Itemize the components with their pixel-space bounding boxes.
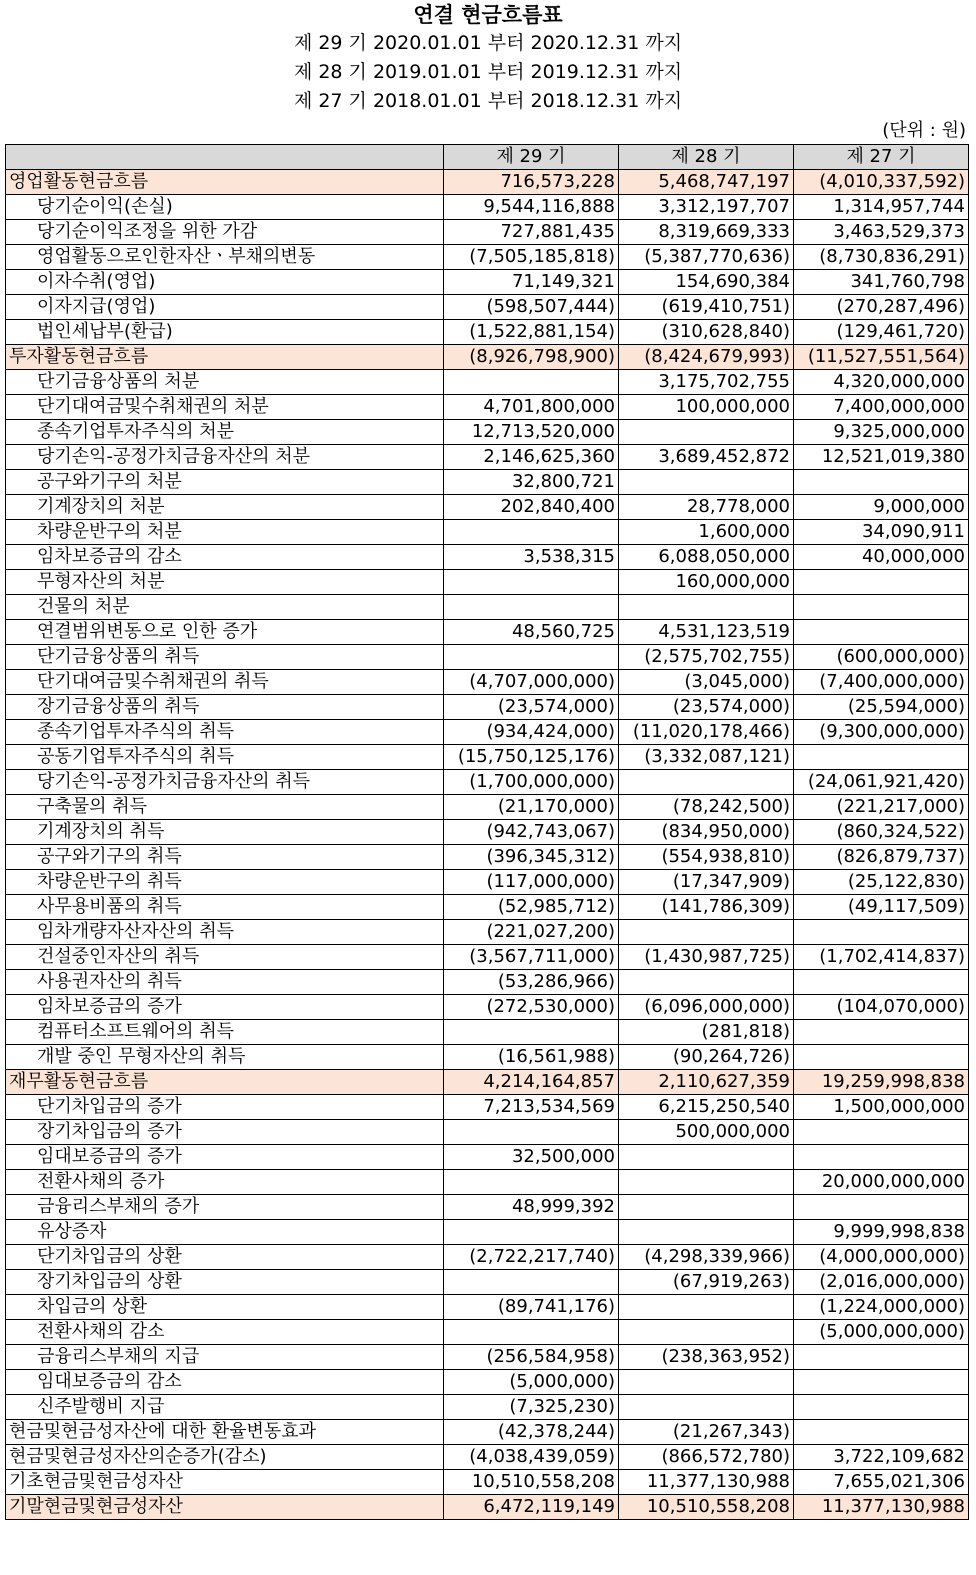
row-label: 단기금융상품의 취득 bbox=[6, 645, 444, 670]
row-label: 단기대여금및수취채권의 취득 bbox=[6, 670, 444, 695]
row-value: 5,468,747,197 bbox=[619, 170, 794, 195]
row-value: 12,713,520,000 bbox=[444, 420, 619, 445]
row-value: (238,363,952) bbox=[619, 1345, 794, 1370]
row-value: 9,544,116,888 bbox=[444, 195, 619, 220]
row-value: (90,264,726) bbox=[619, 1045, 794, 1070]
row-value: 40,000,000 bbox=[794, 545, 969, 570]
row-value: 10,510,558,208 bbox=[619, 1495, 794, 1520]
row-value: (89,741,176) bbox=[444, 1295, 619, 1320]
row-value: 3,689,452,872 bbox=[619, 445, 794, 470]
row-value: (7,505,185,818) bbox=[444, 245, 619, 270]
row-value: 4,531,123,519 bbox=[619, 620, 794, 645]
row-value: (4,707,000,000) bbox=[444, 670, 619, 695]
row-value: 6,472,119,149 bbox=[444, 1495, 619, 1520]
row-label: 종속기업투자주식의 처분 bbox=[6, 420, 444, 445]
table-row bbox=[6, 1220, 969, 1245]
table-row bbox=[6, 820, 969, 845]
row-label: 차량운반구의 취득 bbox=[6, 870, 444, 895]
row-value: 716,573,228 bbox=[444, 170, 619, 195]
row-value bbox=[794, 1420, 969, 1445]
row-value: 9,000,000 bbox=[794, 495, 969, 520]
row-value: (16,561,988) bbox=[444, 1045, 619, 1070]
row-value: 7,655,021,306 bbox=[794, 1470, 969, 1495]
row-value bbox=[794, 970, 969, 995]
row-value bbox=[794, 745, 969, 770]
row-value bbox=[444, 1270, 619, 1295]
row-value: (5,387,770,636) bbox=[619, 245, 794, 270]
row-value: (3,332,087,121) bbox=[619, 745, 794, 770]
row-value: 3,312,197,707 bbox=[619, 195, 794, 220]
row-value: (2,016,000,000) bbox=[794, 1270, 969, 1295]
row-label: 당기손익-공정가치금융자산의 처분 bbox=[6, 445, 444, 470]
row-value: (256,584,958) bbox=[444, 1345, 619, 1370]
header-cell-item bbox=[6, 145, 444, 170]
row-value: (1,522,881,154) bbox=[444, 320, 619, 345]
row-value bbox=[619, 1220, 794, 1245]
row-label: 임대보증금의 감소 bbox=[6, 1370, 444, 1395]
row-label: 단기차입금의 상환 bbox=[6, 1245, 444, 1270]
row-value bbox=[619, 1320, 794, 1345]
header-cell-period-28: 제 28 기 bbox=[619, 145, 794, 170]
row-value: (5,000,000,000) bbox=[794, 1320, 969, 1345]
row-value: 32,800,721 bbox=[444, 470, 619, 495]
unit-label: (단위 : 원) bbox=[882, 120, 966, 141]
row-value: 20,000,000,000 bbox=[794, 1170, 969, 1195]
row-value bbox=[794, 1195, 969, 1220]
row-value bbox=[619, 1145, 794, 1170]
table-row bbox=[6, 295, 969, 320]
row-value: 34,090,911 bbox=[794, 520, 969, 545]
row-label: 금융리스부채의 증가 bbox=[6, 1195, 444, 1220]
table-row bbox=[6, 245, 969, 270]
table-row bbox=[6, 770, 969, 795]
row-value bbox=[619, 1295, 794, 1320]
table-row bbox=[6, 545, 969, 570]
row-value bbox=[619, 1370, 794, 1395]
period-line: 제 28 기 2019.01.01 부터 2019.12.31 까지 bbox=[293, 61, 683, 83]
row-value: (826,879,737) bbox=[794, 845, 969, 870]
row-value: (21,267,343) bbox=[619, 1420, 794, 1445]
row-value: (23,574,000) bbox=[444, 695, 619, 720]
row-value: (396,345,312) bbox=[444, 845, 619, 870]
row-value bbox=[619, 470, 794, 495]
table-row bbox=[6, 1470, 969, 1495]
row-value: (42,378,244) bbox=[444, 1420, 619, 1445]
row-label: 장기차입금의 증가 bbox=[6, 1120, 444, 1145]
row-value: (11,020,178,466) bbox=[619, 720, 794, 745]
row-label: 투자활동현금흐름 bbox=[6, 345, 444, 370]
row-value bbox=[794, 620, 969, 645]
row-value: (129,461,720) bbox=[794, 320, 969, 345]
table-row bbox=[6, 1095, 969, 1120]
row-value: (67,919,263) bbox=[619, 1270, 794, 1295]
cash-flow-table bbox=[5, 144, 969, 1520]
row-label: 영업활동현금흐름 bbox=[6, 170, 444, 195]
row-label: 사무용비품의 취득 bbox=[6, 895, 444, 920]
row-label: 기계장치의 취득 bbox=[6, 820, 444, 845]
row-value: (8,424,679,993) bbox=[619, 345, 794, 370]
row-value: 6,215,250,540 bbox=[619, 1095, 794, 1120]
row-value: 71,149,321 bbox=[444, 270, 619, 295]
row-label: 기계장치의 처분 bbox=[6, 495, 444, 520]
row-value: (942,743,067) bbox=[444, 820, 619, 845]
row-value: (24,061,921,420) bbox=[794, 770, 969, 795]
row-value: 11,377,130,988 bbox=[619, 1470, 794, 1495]
row-value bbox=[619, 1170, 794, 1195]
row-value bbox=[794, 1395, 969, 1420]
row-label: 종속기업투자주식의 취득 bbox=[6, 720, 444, 745]
row-label: 단기금융상품의 처분 bbox=[6, 370, 444, 395]
row-value bbox=[619, 1195, 794, 1220]
row-value: (866,572,780) bbox=[619, 1445, 794, 1470]
table-row bbox=[6, 1445, 969, 1470]
row-value bbox=[619, 595, 794, 620]
row-value: (1,430,987,725) bbox=[619, 945, 794, 970]
row-label: 공구와기구의 처분 bbox=[6, 470, 444, 495]
row-value bbox=[444, 595, 619, 620]
row-value: (11,527,551,564) bbox=[794, 345, 969, 370]
row-value bbox=[794, 1145, 969, 1170]
row-value: 341,760,798 bbox=[794, 270, 969, 295]
row-value bbox=[619, 920, 794, 945]
row-label: 신주발행비 지급 bbox=[6, 1395, 444, 1420]
row-label: 구축물의 취득 bbox=[6, 795, 444, 820]
table-row bbox=[6, 1145, 969, 1170]
row-value: (49,117,509) bbox=[794, 895, 969, 920]
table-row bbox=[6, 470, 969, 495]
row-value: (141,786,309) bbox=[619, 895, 794, 920]
row-label: 연결범위변동으로 인한 증가 bbox=[6, 620, 444, 645]
row-label: 현금및현금성자산의순증가(감소) bbox=[6, 1445, 444, 1470]
table-header-row bbox=[6, 145, 969, 170]
row-value: 1,500,000,000 bbox=[794, 1095, 969, 1120]
row-label: 당기순이익조정을 위한 가감 bbox=[6, 220, 444, 245]
row-label: 공동기업투자주식의 취득 bbox=[6, 745, 444, 770]
row-value: 11,377,130,988 bbox=[794, 1495, 969, 1520]
table-row bbox=[6, 1295, 969, 1320]
row-value: (934,424,000) bbox=[444, 720, 619, 745]
table-row bbox=[6, 1245, 969, 1270]
table-row bbox=[6, 845, 969, 870]
table-row bbox=[6, 795, 969, 820]
row-value: 7,400,000,000 bbox=[794, 395, 969, 420]
statement-header bbox=[0, 0, 976, 116]
table-row bbox=[6, 1395, 969, 1420]
row-value bbox=[619, 970, 794, 995]
row-value: (4,000,000,000) bbox=[794, 1245, 969, 1270]
table-row bbox=[6, 970, 969, 995]
row-value bbox=[444, 1120, 619, 1145]
row-label: 영업활동으로인한자산ㆍ부채의변동 bbox=[6, 245, 444, 270]
row-label: 법인세납부(환급) bbox=[6, 320, 444, 345]
table-row bbox=[6, 720, 969, 745]
row-value: (2,575,702,755) bbox=[619, 645, 794, 670]
row-value: (8,926,798,900) bbox=[444, 345, 619, 370]
row-value: 500,000,000 bbox=[619, 1120, 794, 1145]
table-row bbox=[6, 645, 969, 670]
row-value bbox=[444, 1020, 619, 1045]
row-value: (598,507,444) bbox=[444, 295, 619, 320]
row-value bbox=[794, 1045, 969, 1070]
row-value bbox=[444, 520, 619, 545]
row-value: 4,320,000,000 bbox=[794, 370, 969, 395]
row-value: 48,560,725 bbox=[444, 620, 619, 645]
row-value: (272,530,000) bbox=[444, 995, 619, 1020]
row-value: (221,027,200) bbox=[444, 920, 619, 945]
row-value bbox=[794, 595, 969, 620]
row-value: (52,985,712) bbox=[444, 895, 619, 920]
row-label: 당기손익-공정가치금융자산의 취득 bbox=[6, 770, 444, 795]
row-value: 1,600,000 bbox=[619, 520, 794, 545]
row-label: 건물의 처분 bbox=[6, 595, 444, 620]
row-value: 9,999,998,838 bbox=[794, 1220, 969, 1245]
table-row bbox=[6, 1045, 969, 1070]
row-value: 2,110,627,359 bbox=[619, 1070, 794, 1095]
row-value: 12,521,019,380 bbox=[794, 445, 969, 470]
row-value bbox=[619, 1395, 794, 1420]
statement-title: 연결 현금흐름표 bbox=[413, 3, 563, 27]
row-value: 32,500,000 bbox=[444, 1145, 619, 1170]
row-value: 160,000,000 bbox=[619, 570, 794, 595]
row-value: 2,146,625,360 bbox=[444, 445, 619, 470]
header-cell-period-27: 제 27 기 bbox=[794, 145, 969, 170]
table-row bbox=[6, 1345, 969, 1370]
row-value bbox=[444, 570, 619, 595]
row-value: (600,000,000) bbox=[794, 645, 969, 670]
header-cell-period-29: 제 29 기 bbox=[444, 145, 619, 170]
row-value: (1,224,000,000) bbox=[794, 1295, 969, 1320]
row-value: 1,314,957,744 bbox=[794, 195, 969, 220]
row-value: 48,999,392 bbox=[444, 1195, 619, 1220]
row-value: 100,000,000 bbox=[619, 395, 794, 420]
row-value: 7,213,534,569 bbox=[444, 1095, 619, 1120]
table-row bbox=[6, 395, 969, 420]
row-label: 전환사채의 감소 bbox=[6, 1320, 444, 1345]
table-row bbox=[6, 170, 969, 195]
row-value bbox=[794, 1370, 969, 1395]
row-value bbox=[444, 645, 619, 670]
row-value: (4,010,337,592) bbox=[794, 170, 969, 195]
row-value: (6,096,000,000) bbox=[619, 995, 794, 1020]
row-value bbox=[794, 920, 969, 945]
row-value: (281,818) bbox=[619, 1020, 794, 1045]
row-value: 4,701,800,000 bbox=[444, 395, 619, 420]
row-label: 당기순이익(손실) bbox=[6, 195, 444, 220]
row-value: 19,259,998,838 bbox=[794, 1070, 969, 1095]
row-value: (25,122,830) bbox=[794, 870, 969, 895]
table-row bbox=[6, 570, 969, 595]
table-row bbox=[6, 495, 969, 520]
row-label: 임대보증금의 증가 bbox=[6, 1145, 444, 1170]
row-value: (4,038,439,059) bbox=[444, 1445, 619, 1470]
row-value: (17,347,909) bbox=[619, 870, 794, 895]
row-value: (2,722,217,740) bbox=[444, 1245, 619, 1270]
row-label: 사용권자산의 취득 bbox=[6, 970, 444, 995]
row-value bbox=[619, 420, 794, 445]
table-body bbox=[6, 170, 969, 1520]
row-value bbox=[794, 1345, 969, 1370]
row-label: 건설중인자산의 취득 bbox=[6, 945, 444, 970]
row-value: (104,070,000) bbox=[794, 995, 969, 1020]
row-label: 컴퓨터소프트웨어의 취득 bbox=[6, 1020, 444, 1045]
row-value: (310,628,840) bbox=[619, 320, 794, 345]
table-row bbox=[6, 1170, 969, 1195]
table-row bbox=[6, 445, 969, 470]
row-value: (8,730,836,291) bbox=[794, 245, 969, 270]
table-row bbox=[6, 195, 969, 220]
row-label: 유상증자 bbox=[6, 1220, 444, 1245]
row-value: (554,938,810) bbox=[619, 845, 794, 870]
row-label: 임차보증금의 감소 bbox=[6, 545, 444, 570]
row-value bbox=[444, 1320, 619, 1345]
row-label: 개발 중인 무형자산의 취득 bbox=[6, 1045, 444, 1070]
table-row bbox=[6, 1120, 969, 1145]
row-value: (1,700,000,000) bbox=[444, 770, 619, 795]
row-value: 9,325,000,000 bbox=[794, 420, 969, 445]
table-row bbox=[6, 270, 969, 295]
table-row bbox=[6, 895, 969, 920]
row-value: (834,950,000) bbox=[619, 820, 794, 845]
table-row bbox=[6, 595, 969, 620]
row-value: 4,214,164,857 bbox=[444, 1070, 619, 1095]
row-value: (619,410,751) bbox=[619, 295, 794, 320]
row-label: 단기대여금및수취채권의 처분 bbox=[6, 395, 444, 420]
row-value: (5,000,000) bbox=[444, 1370, 619, 1395]
row-value: (23,574,000) bbox=[619, 695, 794, 720]
row-value: 3,175,702,755 bbox=[619, 370, 794, 395]
row-value: (21,170,000) bbox=[444, 795, 619, 820]
row-value bbox=[794, 570, 969, 595]
row-value: 6,088,050,000 bbox=[619, 545, 794, 570]
row-value bbox=[794, 470, 969, 495]
table-row bbox=[6, 1195, 969, 1220]
row-value: (117,000,000) bbox=[444, 870, 619, 895]
row-label: 현금및현금성자산에 대한 환율변동효과 bbox=[6, 1420, 444, 1445]
row-label: 재무활동현금흐름 bbox=[6, 1070, 444, 1095]
row-value: 3,722,109,682 bbox=[794, 1445, 969, 1470]
table-row bbox=[6, 1495, 969, 1520]
row-value: (7,400,000,000) bbox=[794, 670, 969, 695]
table-row bbox=[6, 370, 969, 395]
row-value: (78,242,500) bbox=[619, 795, 794, 820]
table-row bbox=[6, 1420, 969, 1445]
row-label: 이자지급(영업) bbox=[6, 295, 444, 320]
row-label: 이자수취(영업) bbox=[6, 270, 444, 295]
row-value: 3,463,529,373 bbox=[794, 220, 969, 245]
row-value bbox=[794, 1020, 969, 1045]
row-value: (15,750,125,176) bbox=[444, 745, 619, 770]
row-label: 임차보증금의 증가 bbox=[6, 995, 444, 1020]
table-row bbox=[6, 695, 969, 720]
row-value: 3,538,315 bbox=[444, 545, 619, 570]
row-value bbox=[619, 770, 794, 795]
row-label: 공구와기구의 취득 bbox=[6, 845, 444, 870]
row-label: 전환사채의 증가 bbox=[6, 1170, 444, 1195]
table-row bbox=[6, 920, 969, 945]
row-value: 154,690,384 bbox=[619, 270, 794, 295]
table-row bbox=[6, 995, 969, 1020]
table-row bbox=[6, 320, 969, 345]
table-row bbox=[6, 620, 969, 645]
row-value: (7,325,230) bbox=[444, 1395, 619, 1420]
row-value bbox=[444, 1170, 619, 1195]
table-row bbox=[6, 945, 969, 970]
row-value bbox=[444, 1220, 619, 1245]
row-value: (270,287,496) bbox=[794, 295, 969, 320]
table-row bbox=[6, 1370, 969, 1395]
row-label: 장기금융상품의 취득 bbox=[6, 695, 444, 720]
table-row bbox=[6, 345, 969, 370]
row-value: (1,702,414,837) bbox=[794, 945, 969, 970]
table-row bbox=[6, 1020, 969, 1045]
period-line: 제 29 기 2020.01.01 부터 2020.12.31 까지 bbox=[293, 32, 683, 54]
row-value: (221,217,000) bbox=[794, 795, 969, 820]
row-value: 28,778,000 bbox=[619, 495, 794, 520]
row-label: 장기차입금의 상환 bbox=[6, 1270, 444, 1295]
row-label: 기말현금및현금성자산 bbox=[6, 1495, 444, 1520]
row-value: 202,840,400 bbox=[444, 495, 619, 520]
row-label: 단기차입금의 증가 bbox=[6, 1095, 444, 1120]
row-label: 기초현금및현금성자산 bbox=[6, 1470, 444, 1495]
table-row bbox=[6, 1320, 969, 1345]
row-value: 10,510,558,208 bbox=[444, 1470, 619, 1495]
table-row bbox=[6, 670, 969, 695]
row-value: (4,298,339,966) bbox=[619, 1245, 794, 1270]
row-value: (3,045,000) bbox=[619, 670, 794, 695]
table-row bbox=[6, 870, 969, 895]
row-value: 8,319,669,333 bbox=[619, 220, 794, 245]
row-value: 727,881,435 bbox=[444, 220, 619, 245]
row-label: 금융리스부채의 지급 bbox=[6, 1345, 444, 1370]
row-value: (860,324,522) bbox=[794, 820, 969, 845]
row-label: 무형자산의 처분 bbox=[6, 570, 444, 595]
table-row bbox=[6, 1270, 969, 1295]
period-line: 제 27 기 2018.01.01 부터 2018.12.31 까지 bbox=[293, 90, 683, 112]
row-label: 차량운반구의 처분 bbox=[6, 520, 444, 545]
table-row bbox=[6, 745, 969, 770]
row-value: (25,594,000) bbox=[794, 695, 969, 720]
row-label: 차입금의 상환 bbox=[6, 1295, 444, 1320]
row-value bbox=[444, 370, 619, 395]
row-label: 임차개량자산자산의 취득 bbox=[6, 920, 444, 945]
row-value: (3,567,711,000) bbox=[444, 945, 619, 970]
table-row bbox=[6, 520, 969, 545]
table-row bbox=[6, 1070, 969, 1095]
row-value bbox=[794, 1120, 969, 1145]
row-value: (53,286,966) bbox=[444, 970, 619, 995]
table-row bbox=[6, 220, 969, 245]
table-row bbox=[6, 420, 969, 445]
row-value: (9,300,000,000) bbox=[794, 720, 969, 745]
